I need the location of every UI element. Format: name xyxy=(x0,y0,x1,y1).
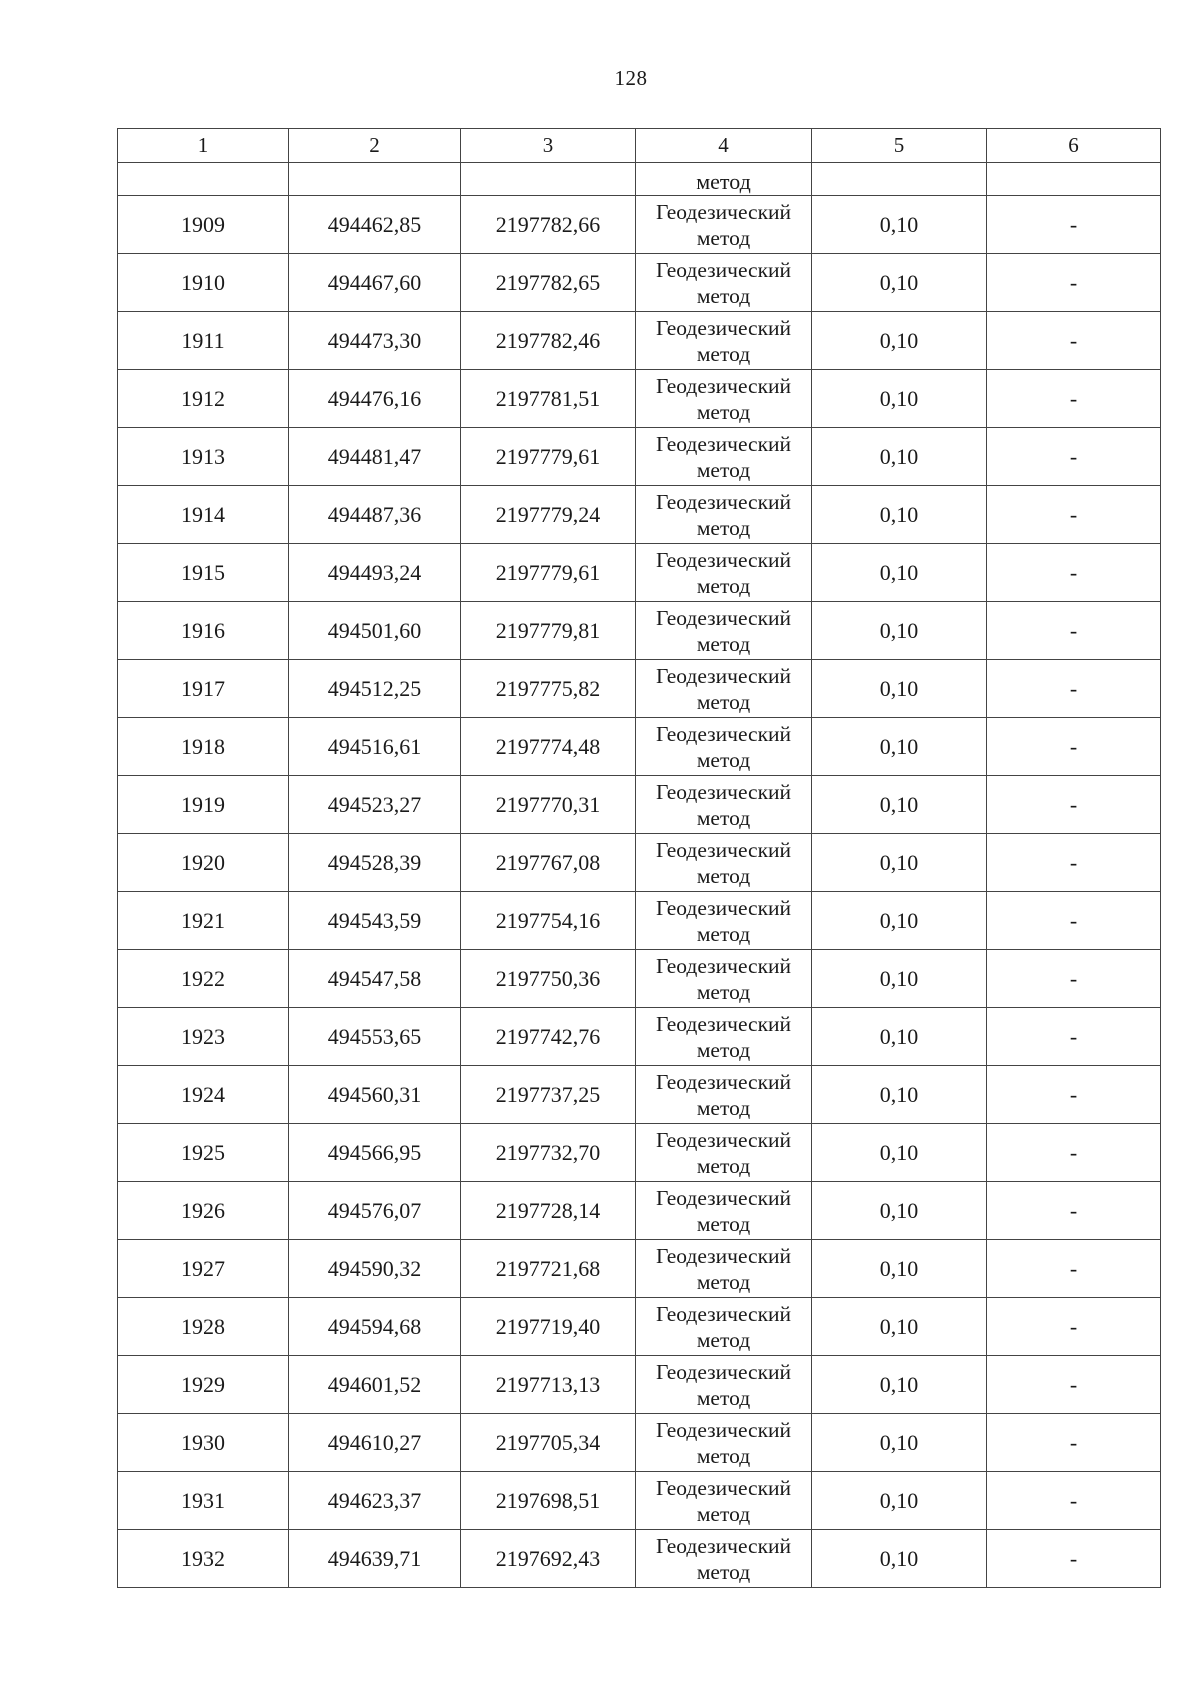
note-cell: - xyxy=(987,1298,1161,1356)
accuracy-cell: 0,10 xyxy=(812,1240,987,1298)
column-header: 4 xyxy=(636,129,812,163)
column-header: 5 xyxy=(812,129,987,163)
note-cell: - xyxy=(987,892,1161,950)
x-coordinate-cell: 494516,61 xyxy=(289,718,461,776)
method-line-1: Геодезический xyxy=(655,315,792,340)
x-coordinate-cell: 494528,39 xyxy=(289,834,461,892)
table-row xyxy=(118,1530,1161,1588)
point-number-cell: 1930 xyxy=(118,1414,289,1472)
table-row xyxy=(118,312,1161,370)
x-coordinate-cell: 494501,60 xyxy=(289,602,461,660)
method-line-1: Геодезический xyxy=(655,779,792,804)
method-cell xyxy=(636,1008,812,1066)
y-coordinate-cell: 2197775,82 xyxy=(461,660,636,718)
method-cell xyxy=(636,602,812,660)
page-number: 128 xyxy=(614,66,648,90)
method-line-2: метод xyxy=(696,515,751,540)
accuracy-cell: 0,10 xyxy=(812,196,987,254)
point-number-cell: 1920 xyxy=(118,834,289,892)
method-cell xyxy=(636,1414,812,1472)
x-coordinate-cell: 494601,52 xyxy=(289,1356,461,1414)
point-number-cell: 1932 xyxy=(118,1530,289,1588)
accuracy-cell: 0,10 xyxy=(812,544,987,602)
method-cell xyxy=(636,370,812,428)
table-row xyxy=(118,892,1161,950)
accuracy-cell: 0,10 xyxy=(812,370,987,428)
point-number-cell: 1912 xyxy=(118,370,289,428)
method-line-1: Геодезический xyxy=(655,1185,792,1210)
y-coordinate-cell: 2197721,68 xyxy=(461,1240,636,1298)
note-cell: - xyxy=(987,544,1161,602)
coordinates-table xyxy=(117,128,1161,1588)
method-line-1: Геодезический xyxy=(655,1243,792,1268)
y-coordinate-cell: 2197782,65 xyxy=(461,254,636,312)
method-cell xyxy=(636,718,812,776)
note-cell: - xyxy=(987,486,1161,544)
table-cell xyxy=(987,163,1161,196)
method-cell xyxy=(636,196,812,254)
x-coordinate-cell: 494610,27 xyxy=(289,1414,461,1472)
method-line-1: Геодезический xyxy=(655,1359,792,1384)
point-number-cell: 1914 xyxy=(118,486,289,544)
table-row xyxy=(118,1414,1161,1472)
table-row xyxy=(118,660,1161,718)
point-number-cell: 1923 xyxy=(118,1008,289,1066)
note-cell: - xyxy=(987,370,1161,428)
method-cell xyxy=(636,428,812,486)
point-number-cell: 1910 xyxy=(118,254,289,312)
method-line-1: Геодезический xyxy=(655,953,792,978)
x-coordinate-cell: 494481,47 xyxy=(289,428,461,486)
x-coordinate-cell: 494467,60 xyxy=(289,254,461,312)
note-cell: - xyxy=(987,428,1161,486)
y-coordinate-cell: 2197779,24 xyxy=(461,486,636,544)
method-line-2: метод xyxy=(696,689,751,714)
method-cell xyxy=(636,892,812,950)
note-cell: - xyxy=(987,312,1161,370)
y-coordinate-cell: 2197782,66 xyxy=(461,196,636,254)
note-cell: - xyxy=(987,718,1161,776)
accuracy-cell: 0,10 xyxy=(812,254,987,312)
y-coordinate-cell: 2197779,61 xyxy=(461,428,636,486)
table-cell xyxy=(812,163,987,196)
y-coordinate-cell: 2197713,13 xyxy=(461,1356,636,1414)
note-cell: - xyxy=(987,1240,1161,1298)
y-coordinate-cell: 2197728,14 xyxy=(461,1182,636,1240)
method-line-2: метод xyxy=(696,1443,751,1468)
table-row xyxy=(118,776,1161,834)
method-line-1: Геодезический xyxy=(655,431,792,456)
point-number-cell: 1917 xyxy=(118,660,289,718)
method-line-2: метод xyxy=(696,1501,751,1526)
method-line-2: метод xyxy=(696,1327,751,1352)
y-coordinate-cell: 2197719,40 xyxy=(461,1298,636,1356)
point-number-cell: 1922 xyxy=(118,950,289,1008)
point-number-cell: 1931 xyxy=(118,1472,289,1530)
table-cell xyxy=(289,163,461,196)
continuation-row xyxy=(118,163,1161,196)
method-line-2: метод xyxy=(696,805,751,830)
method-line-2: метод xyxy=(696,341,751,366)
y-coordinate-cell: 2197767,08 xyxy=(461,834,636,892)
method-line-2: метод xyxy=(696,399,751,424)
table-row xyxy=(118,1240,1161,1298)
accuracy-cell: 0,10 xyxy=(812,1124,987,1182)
method-line-2: метод xyxy=(696,863,751,888)
method-line-2: метод xyxy=(696,1211,751,1236)
x-coordinate-cell: 494487,36 xyxy=(289,486,461,544)
y-coordinate-cell: 2197779,81 xyxy=(461,602,636,660)
point-number-cell: 1924 xyxy=(118,1066,289,1124)
method-cell xyxy=(636,1124,812,1182)
table-row xyxy=(118,1298,1161,1356)
x-coordinate-cell: 494543,59 xyxy=(289,892,461,950)
method-cell xyxy=(636,834,812,892)
note-cell: - xyxy=(987,834,1161,892)
table-row xyxy=(118,1008,1161,1066)
point-number-cell: 1915 xyxy=(118,544,289,602)
x-coordinate-cell: 494493,24 xyxy=(289,544,461,602)
table-row xyxy=(118,1472,1161,1530)
table-row xyxy=(118,370,1161,428)
point-number-cell: 1926 xyxy=(118,1182,289,1240)
method-line-2: метод xyxy=(696,1269,751,1294)
method-cell xyxy=(636,1356,812,1414)
accuracy-cell: 0,10 xyxy=(812,892,987,950)
method-cell xyxy=(636,776,812,834)
method-cell xyxy=(636,1530,812,1588)
point-number-cell: 1913 xyxy=(118,428,289,486)
accuracy-cell: 0,10 xyxy=(812,486,987,544)
accuracy-cell: 0,10 xyxy=(812,1472,987,1530)
method-line-1: Геодезический xyxy=(655,1069,792,1094)
table-row xyxy=(118,1356,1161,1414)
method-line-2: метод xyxy=(696,1095,751,1120)
method-line-2: метод xyxy=(696,225,751,250)
x-coordinate-cell: 494576,07 xyxy=(289,1182,461,1240)
y-coordinate-cell: 2197705,34 xyxy=(461,1414,636,1472)
accuracy-cell: 0,10 xyxy=(812,1182,987,1240)
table-cell: метод xyxy=(636,163,812,196)
accuracy-cell: 0,10 xyxy=(812,1414,987,1472)
method-cell xyxy=(636,254,812,312)
method-line-2: метод xyxy=(696,283,751,308)
method-line-1: Геодезический xyxy=(655,1475,792,1500)
y-coordinate-cell: 2197782,46 xyxy=(461,312,636,370)
method-line-1: Геодезический xyxy=(655,257,792,282)
method-line-1: Геодезический xyxy=(655,605,792,630)
note-cell: - xyxy=(987,1124,1161,1182)
point-number-cell: 1927 xyxy=(118,1240,289,1298)
note-cell: - xyxy=(987,950,1161,1008)
method-line-2: метод xyxy=(696,979,751,1004)
y-coordinate-cell: 2197770,31 xyxy=(461,776,636,834)
table-cell xyxy=(461,163,636,196)
table-row xyxy=(118,196,1161,254)
point-number-cell: 1916 xyxy=(118,602,289,660)
method-line-2: метод xyxy=(696,457,751,482)
point-number-cell: 1919 xyxy=(118,776,289,834)
x-coordinate-cell: 494639,71 xyxy=(289,1530,461,1588)
note-cell: - xyxy=(987,1530,1161,1588)
point-number-cell: 1928 xyxy=(118,1298,289,1356)
table-row xyxy=(118,254,1161,312)
header-row xyxy=(118,129,1161,163)
method-line-1: Геодезический xyxy=(655,373,792,398)
x-coordinate-cell: 494476,16 xyxy=(289,370,461,428)
table-cell xyxy=(118,163,289,196)
method-line-2: метод xyxy=(696,1037,751,1062)
x-coordinate-cell: 494594,68 xyxy=(289,1298,461,1356)
y-coordinate-cell: 2197774,48 xyxy=(461,718,636,776)
method-line-1: Геодезический xyxy=(655,1533,792,1558)
y-coordinate-cell: 2197742,76 xyxy=(461,1008,636,1066)
method-line-2: метод xyxy=(696,1385,751,1410)
method-line-2: метод xyxy=(696,1153,751,1178)
table-row xyxy=(118,428,1161,486)
method-line-1: Геодезический xyxy=(655,489,792,514)
accuracy-cell: 0,10 xyxy=(812,1008,987,1066)
point-number-cell: 1911 xyxy=(118,312,289,370)
x-coordinate-cell: 494462,85 xyxy=(289,196,461,254)
note-cell: - xyxy=(987,1182,1161,1240)
table-row xyxy=(118,834,1161,892)
accuracy-cell: 0,10 xyxy=(812,1298,987,1356)
accuracy-cell: 0,10 xyxy=(812,1066,987,1124)
accuracy-cell: 0,10 xyxy=(812,312,987,370)
method-cell xyxy=(636,1240,812,1298)
x-coordinate-cell: 494566,95 xyxy=(289,1124,461,1182)
method-line-1: Геодезический xyxy=(655,837,792,862)
table-row xyxy=(118,602,1161,660)
table-row xyxy=(118,486,1161,544)
method-line-1: Геодезический xyxy=(655,895,792,920)
y-coordinate-cell: 2197750,36 xyxy=(461,950,636,1008)
note-cell: - xyxy=(987,1008,1161,1066)
x-coordinate-cell: 494560,31 xyxy=(289,1066,461,1124)
accuracy-cell: 0,10 xyxy=(812,718,987,776)
x-coordinate-cell: 494590,32 xyxy=(289,1240,461,1298)
method-line-1: Геодезический xyxy=(655,663,792,688)
note-cell: - xyxy=(987,602,1161,660)
y-coordinate-cell: 2197698,51 xyxy=(461,1472,636,1530)
accuracy-cell: 0,10 xyxy=(812,660,987,718)
method-cell xyxy=(636,312,812,370)
table-row xyxy=(118,1124,1161,1182)
y-coordinate-cell: 2197779,61 xyxy=(461,544,636,602)
column-header: 6 xyxy=(987,129,1161,163)
method-line-1: Геодезический xyxy=(655,1301,792,1326)
x-coordinate-cell: 494473,30 xyxy=(289,312,461,370)
method-cell xyxy=(636,1182,812,1240)
method-cell xyxy=(636,1298,812,1356)
method-cell xyxy=(636,950,812,1008)
point-number-cell: 1909 xyxy=(118,196,289,254)
x-coordinate-cell: 494547,58 xyxy=(289,950,461,1008)
table-row xyxy=(118,544,1161,602)
accuracy-cell: 0,10 xyxy=(812,834,987,892)
method-line-1: Геодезический xyxy=(655,547,792,572)
method-line-1: Геодезический xyxy=(655,1417,792,1442)
method-cell xyxy=(636,1066,812,1124)
note-cell: - xyxy=(987,1472,1161,1530)
accuracy-cell: 0,10 xyxy=(812,602,987,660)
x-coordinate-cell: 494512,25 xyxy=(289,660,461,718)
method-cell xyxy=(636,544,812,602)
method-cell xyxy=(636,1472,812,1530)
column-header: 1 xyxy=(118,129,289,163)
table-row xyxy=(118,1182,1161,1240)
table-row xyxy=(118,718,1161,776)
point-number-cell: 1929 xyxy=(118,1356,289,1414)
y-coordinate-cell: 2197737,25 xyxy=(461,1066,636,1124)
point-number-cell: 1921 xyxy=(118,892,289,950)
x-coordinate-cell: 494623,37 xyxy=(289,1472,461,1530)
x-coordinate-cell: 494523,27 xyxy=(289,776,461,834)
method-line-2: метод xyxy=(696,1559,751,1584)
method-line-1: Геодезический xyxy=(655,199,792,224)
note-cell: - xyxy=(987,776,1161,834)
note-cell: - xyxy=(987,1414,1161,1472)
note-cell: - xyxy=(987,254,1161,312)
method-line-2: метод xyxy=(696,631,751,656)
x-coordinate-cell: 494553,65 xyxy=(289,1008,461,1066)
y-coordinate-cell: 2197732,70 xyxy=(461,1124,636,1182)
y-coordinate-cell: 2197754,16 xyxy=(461,892,636,950)
note-cell: - xyxy=(987,1066,1161,1124)
accuracy-cell: 0,10 xyxy=(812,1530,987,1588)
point-number-cell: 1925 xyxy=(118,1124,289,1182)
column-header: 3 xyxy=(461,129,636,163)
method-cell xyxy=(636,660,812,718)
y-coordinate-cell: 2197781,51 xyxy=(461,370,636,428)
method-line-1: Геодезический xyxy=(655,1127,792,1152)
method-cell xyxy=(636,486,812,544)
accuracy-cell: 0,10 xyxy=(812,428,987,486)
note-cell: - xyxy=(987,1356,1161,1414)
y-coordinate-cell: 2197692,43 xyxy=(461,1530,636,1588)
method-line-2: метод xyxy=(696,573,751,598)
note-cell: - xyxy=(987,196,1161,254)
method-line-1: Геодезический xyxy=(655,721,792,746)
accuracy-cell: 0,10 xyxy=(812,776,987,834)
column-header: 2 xyxy=(289,129,461,163)
table-row xyxy=(118,950,1161,1008)
table-row xyxy=(118,1066,1161,1124)
accuracy-cell: 0,10 xyxy=(812,1356,987,1414)
method-line-1: Геодезический xyxy=(655,1011,792,1036)
note-cell: - xyxy=(987,660,1161,718)
method-line-2: метод xyxy=(696,747,751,772)
point-number-cell: 1918 xyxy=(118,718,289,776)
method-line-2: метод xyxy=(696,921,751,946)
accuracy-cell: 0,10 xyxy=(812,950,987,1008)
